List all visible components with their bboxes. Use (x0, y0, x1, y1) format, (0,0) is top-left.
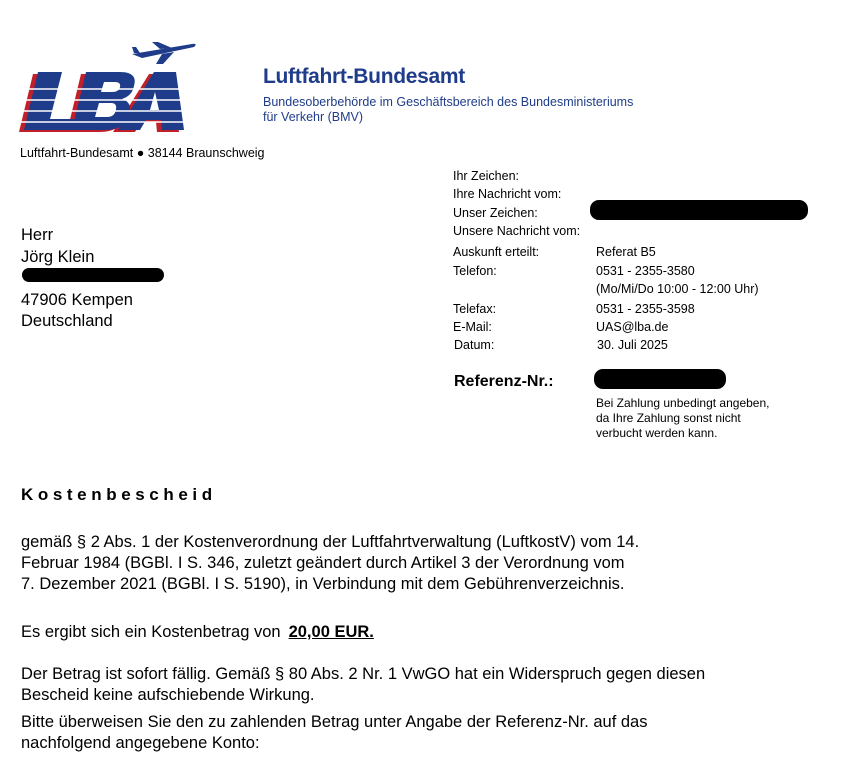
amount-value: 20,00 EUR. (288, 623, 374, 641)
legal-basis-paragraph (21, 532, 821, 595)
reference-note-line1: Bei Zahlung unbedingt angeben, (596, 396, 770, 410)
telefon-label: Telefon: (453, 264, 497, 278)
due-paragraph (21, 664, 821, 706)
datum-value: 30. Juli 2025 (597, 338, 668, 352)
ihr-zeichen-label: Ihr Zeichen: (453, 169, 520, 183)
redaction-street (22, 268, 164, 282)
legal-line1: gemäß § 2 Abs. 1 der Kostenverordnung der Luftfahrtverwaltung (LuftkostV) vom 14. (21, 533, 640, 551)
reference-label: Referenz-Nr.: (454, 373, 554, 390)
org-name: Luftfahrt-Bundesamt (263, 65, 465, 88)
telefax-label: Telefax: (453, 302, 497, 316)
unsere-nachricht-label: Unsere Nachricht vom: (453, 224, 581, 238)
auskunft-label: Auskunft erteilt: (453, 245, 540, 259)
auskunft-value: Referat B5 (596, 245, 656, 259)
reference-note-line2: da Ihre Zahlung sonst nicht (596, 411, 741, 425)
legal-line3: 7. Dezember 2021 (BGBl. I S. 5190), in Verbindung mit dem Gebührenverzeichnis. (21, 575, 625, 593)
email-label: E-Mail: (453, 320, 492, 334)
recipient-salutation: Herr (21, 226, 54, 244)
datum-label: Datum: (454, 338, 495, 352)
telefax-value: 0531 - 2355-3598 (596, 302, 695, 316)
recipient-postal: 47906 Kempen (21, 290, 133, 309)
amount-paragraph (21, 622, 821, 643)
reference-note-line3: verbucht werden kann. (596, 426, 718, 440)
org-subtitle-line1: Bundesoberbehörde im Geschäftsbereich des Bundesministeriums (263, 95, 634, 109)
airplane-icon (132, 42, 196, 64)
ihre-nachricht-label: Ihre Nachricht vom: (453, 187, 562, 201)
due-line1: Der Betrag ist sofort fällig. Gemäß § 80 Abs. 2 Nr. 1 VwGO hat ein Widerspruch gegen diesen (21, 665, 706, 683)
reference-note (596, 396, 816, 441)
amount-text: Es ergibt sich ein Kostenbetrag von (21, 623, 281, 641)
transfer-line1: Bitte überweisen Sie den zu zahlenden Betrag unter Angabe der Referenz-Nr. auf das (21, 713, 648, 731)
telefon-value: 0531 - 2355-3580 (596, 264, 695, 278)
redaction-unser-zeichen (590, 200, 808, 220)
recipient-name: Jörg Klein (21, 247, 95, 266)
transfer-paragraph (21, 712, 821, 754)
unser-zeichen-label: Unser Zeichen: (453, 206, 538, 220)
org-subtitle-line2: für Verkehr (BMV) (263, 110, 364, 124)
email-value: UAS@lba.de (596, 320, 669, 334)
return-address: Luftfahrt-Bundesamt ● 38144 Braunschweig (20, 146, 265, 160)
redaction-reference (594, 369, 726, 389)
transfer-line2: nachfolgend angegebene Konto: (21, 734, 260, 752)
due-line2: Bescheid keine aufschiebende Wirkung. (21, 686, 315, 704)
org-subtitle (263, 95, 633, 125)
legal-line2: Februar 1984 (BGBl. I S. 346, zuletzt geändert durch Artikel 3 der Verordnung vom (21, 554, 625, 572)
lba-logo (16, 34, 196, 134)
telefon-hours: (Mo/Mi/Do 10:00 - 12:00 Uhr) (596, 282, 759, 296)
recipient-country: Deutschland (21, 312, 113, 330)
document-title: Kostenbescheid (21, 485, 217, 504)
